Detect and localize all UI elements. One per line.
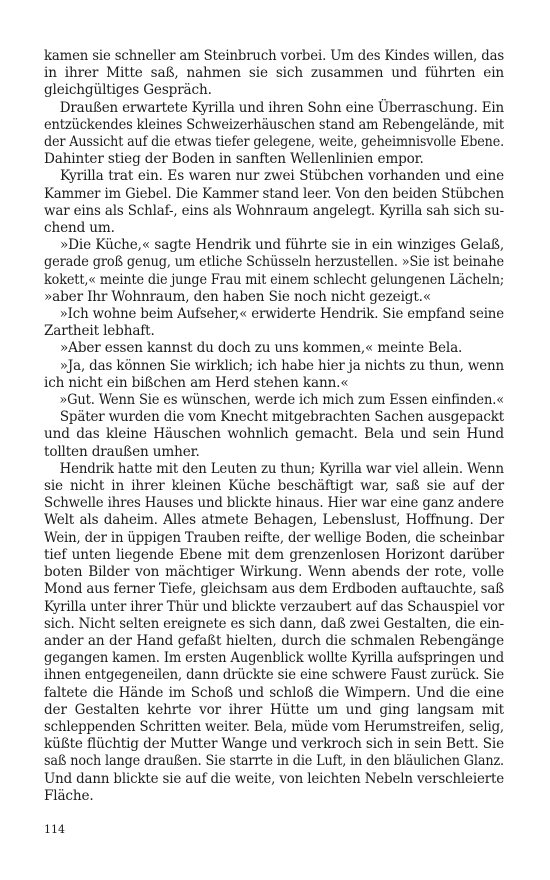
text-line: Draußen erwartete Kyrilla und ihren Sohn eine Überraschung. Ein bbox=[59, 99, 505, 116]
paragraph bbox=[44, 306, 504, 340]
paragraph bbox=[44, 48, 504, 100]
paragraph bbox=[44, 100, 504, 169]
text-line: küßte flüchtig der Mutter Wange und verkroch sich in sein Bett. Sie bbox=[44, 736, 504, 753]
text-line: und das kleine Häuschen wohnlich gemacht. Bela und sein Hund bbox=[44, 426, 504, 443]
text-line: »Ich wohne beim Aufseher,« erwiderte Hendrik. Sie empfand seine bbox=[59, 306, 504, 323]
text-line: Welt als daheim. Alles atmete Behagen, Lebenslust, Hoffnung. Der bbox=[44, 512, 504, 529]
text-line: gegangen kamen. Im ersten Augenblick wollte Kyrilla aufspringen und bbox=[44, 650, 504, 667]
text-line: gleichgültiges Gespräch. bbox=[44, 82, 212, 99]
paragraph bbox=[44, 409, 504, 461]
text-line: chend um. bbox=[44, 220, 115, 237]
text-line: sich. Nicht selten ereignete es sich dann, daß zwei Gestalten, die ein- bbox=[44, 615, 504, 632]
text-line: Und dann blickte sie auf die weite, von leichten Nebeln verschleierte bbox=[44, 770, 505, 787]
paragraph bbox=[44, 392, 504, 409]
text-line: war eins als Schlaf-, eins als Wohnraum angelegt. Kyrilla sah sich su- bbox=[44, 202, 504, 219]
paragraph bbox=[44, 340, 504, 357]
text-line: »aber Ihr Wohnraum, den haben Sie noch nicht gezeigt.« bbox=[44, 288, 431, 305]
text-line: boten Bilder von mächtiger Wirkung. Wenn abends der rote, volle bbox=[44, 564, 504, 581]
text-line: »Ja, das können Sie wirklich; ich habe hier ja nichts zu thun, wenn bbox=[59, 357, 505, 374]
text-line: tief unten liegende Ebene mit dem grenzenlosen Horizont darüber bbox=[44, 546, 504, 563]
text-line: Mond aus ferner Tiefe, gleichsam aus dem Erdboden auftauchte, saß bbox=[44, 581, 504, 598]
text-line: saß noch lange draußen. Sie starrte in die Luft, in den bläulichen Glanz. bbox=[44, 753, 504, 770]
text-line: »Die Küche,« sagte Hendrik und führte sie in ein winziges Gelaß, bbox=[60, 237, 504, 254]
text-line: Kyrilla unter ihrer Thür und blickte verzaubert auf das Schauspiel vor bbox=[44, 598, 505, 615]
text-line: entzückendes kleines Schweizerhäuschen stand am Rebengelände, mit bbox=[44, 116, 504, 133]
page-number: 114 bbox=[44, 823, 65, 836]
text-line: Dahinter stieg der Boden in sanften Wellenlinien empor. bbox=[44, 151, 424, 168]
text-line: Hendrik hatte mit den Leuten zu thun; Kyrilla war viel allein. Wenn bbox=[59, 460, 504, 477]
paragraph bbox=[44, 168, 504, 237]
text-line: kokett,« meinte die junge Frau mit einem schlecht gelungenen Lächeln; bbox=[44, 271, 505, 288]
text-line: Kammer im Giebel. Die Kammer stand leer. Von den beiden Stübchen bbox=[44, 185, 505, 202]
text-line: gerade groß genug, um etliche Schüsseln herzustellen. »Sie ist beinahe bbox=[44, 254, 504, 271]
text-line: ihnen entgegeneilen, dann drückte sie eine schwere Faust zurück. Sie bbox=[44, 667, 505, 684]
text-line: Schwelle ihres Hauses und blickte hinaus. Hier war eine ganz andere bbox=[44, 495, 504, 512]
text-line: der Aussicht auf die etwas tiefer gelegene, weite, geheimnisvolle Ebene. bbox=[44, 134, 505, 151]
text-line: schleppenden Schritten weiter. Bela, müde vom Herumstreifen, selig, bbox=[44, 718, 504, 735]
text-line: tollten draußen umher. bbox=[44, 443, 200, 460]
text-line: Kyrilla trat ein. Es waren nur zwei Stübchen vorhanden und eine bbox=[60, 168, 504, 185]
text-line: »Gut. Wenn Sie es wünschen, werde ich mich zum Essen einfinden.« bbox=[59, 392, 505, 409]
paragraph bbox=[44, 358, 504, 392]
text-line: Später wurden die vom Knecht mitgebrachten Sachen ausgepackt bbox=[59, 409, 505, 426]
text-line: »Aber essen kannst du doch zu uns kommen,« meinte Bela. bbox=[60, 340, 463, 357]
text-line: Wein, der in üppigen Trauben reifte, der wellige Boden, die scheinbar bbox=[44, 529, 505, 546]
text-line: in ihrer Mitte saß, nahmen sie sich zusammen und führten ein bbox=[44, 65, 504, 82]
paragraph bbox=[44, 461, 504, 805]
text-line: ander an der Hand gefaßt hielten, durch die schmalen Rebengänge bbox=[44, 632, 504, 649]
text-line: kamen sie schneller am Steinbruch vorbei. Um des Kindes willen, das bbox=[44, 48, 504, 64]
text-line: der Gestalten kehrte vor ihrer Hütte um und ging langsam mit bbox=[44, 701, 504, 718]
text-line: sie nicht in ihrer kleinen Küche beschäftigt war, saß sie auf der bbox=[44, 478, 504, 495]
text-line: Zartheit lebhaft. bbox=[44, 323, 155, 340]
text-line: Fläche. bbox=[44, 787, 94, 804]
paragraph bbox=[44, 237, 504, 306]
body-text bbox=[44, 48, 504, 805]
text-line: ich nicht ein bißchen am Herd stehen kann.« bbox=[44, 374, 349, 391]
text-line: faltete die Hände im Schoß und schloß die Wimpern. Und die eine bbox=[44, 684, 504, 701]
